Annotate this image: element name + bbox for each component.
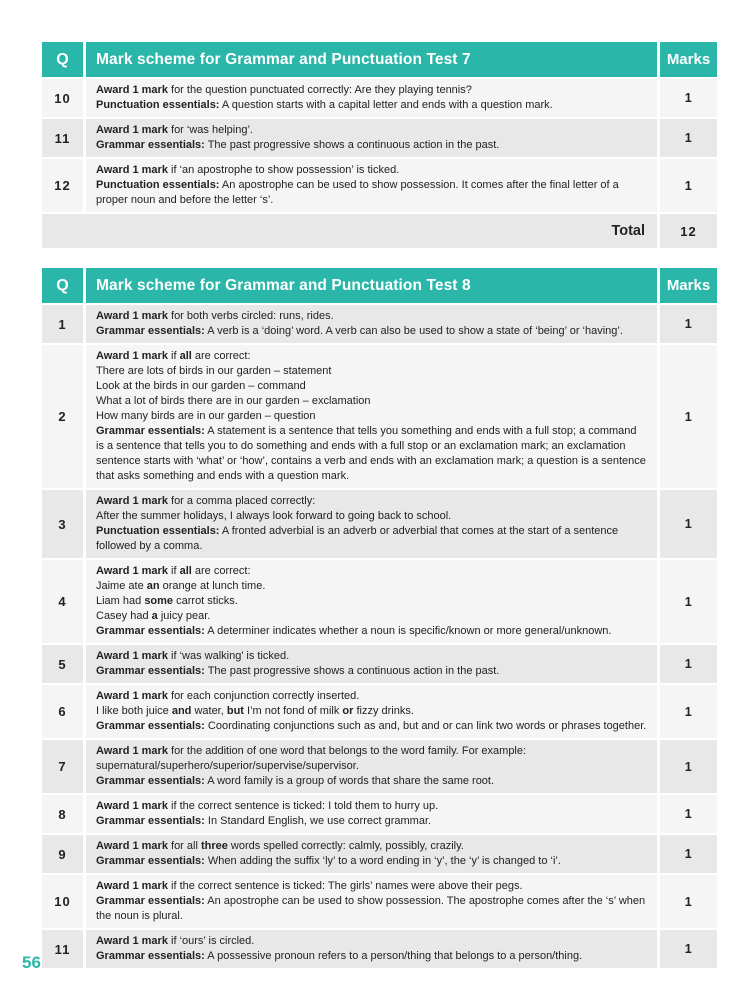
mark-scheme-page [42, 42, 717, 988]
marks-value: 1 [660, 740, 717, 793]
row-content [86, 305, 657, 343]
question-number: 4 [42, 560, 83, 643]
table-title: Mark scheme for Grammar and Punctuation Test 8 [86, 268, 657, 303]
table-header-row [42, 268, 717, 303]
content-line: I like both juice and water, but I’m not fond of milk or fizzy drinks. [96, 705, 414, 717]
total-row [42, 214, 717, 248]
mark-scheme-row [42, 345, 717, 488]
marks-value: 1 [660, 159, 717, 212]
marks-column-header: Marks [660, 42, 717, 77]
mark-scheme-row [42, 119, 717, 157]
question-number: 3 [42, 490, 83, 558]
content-line: Award 1 mark if ‘an apostrophe to show possession’ is ticked. [96, 164, 400, 176]
content-line: How many birds are in our garden – question [96, 410, 316, 422]
content-line: Award 1 mark for both verbs circled: runs, rides. [96, 310, 334, 322]
content-line: Award 1 mark for a comma placed correctly: [96, 495, 316, 507]
mark-scheme-row [42, 305, 717, 343]
row-content [86, 835, 657, 873]
content-line: Casey had a juicy pear. [96, 610, 211, 622]
mark-scheme-row [42, 875, 717, 928]
marks-value: 1 [660, 560, 717, 643]
content-line: Grammar essentials: A word family is a group of words that share the same root. [96, 775, 495, 787]
row-content [86, 795, 657, 833]
mark-scheme-row [42, 159, 717, 212]
mark-scheme-row [42, 645, 717, 683]
marks-value: 1 [660, 79, 717, 117]
total-marks-value: 12 [660, 214, 717, 248]
marks-value: 1 [660, 685, 717, 738]
content-line: Award 1 mark for all three words spelled correctly: calmly, possibly, crazily. [96, 840, 464, 852]
content-line: Award 1 mark for the question punctuated correctly: Are they playing tennis? [96, 84, 472, 96]
question-number: 9 [42, 835, 83, 873]
content-line: Award 1 mark for each conjunction correctly inserted. [96, 690, 360, 702]
marks-value: 1 [660, 305, 717, 343]
mark-scheme-row [42, 795, 717, 833]
question-number: 11 [42, 119, 83, 157]
q-column-header: Q [42, 42, 83, 77]
content-line: What a lot of birds there are in our garden – exclamation [96, 395, 371, 407]
table-title: Mark scheme for Grammar and Punctuation Test 7 [86, 42, 657, 77]
mark-scheme-row [42, 740, 717, 793]
marks-value: 1 [660, 119, 717, 157]
row-content [86, 740, 657, 793]
content-line: Look at the birds in our garden – command [96, 380, 306, 392]
marks-value: 1 [660, 835, 717, 873]
row-content [86, 490, 657, 558]
content-line: Punctuation essentials: A question starts with a capital letter and ends with a question mark. [96, 99, 553, 111]
mark-scheme-row [42, 835, 717, 873]
question-number: 8 [42, 795, 83, 833]
question-number: 10 [42, 79, 83, 117]
mark-scheme-table-test-7 [42, 42, 717, 248]
content-line: Punctuation essentials: An apostrophe can be used to show possession. It comes after the final letter of a proper noun and before the letter ‘s’. [96, 179, 619, 206]
content-line: Award 1 mark for ‘was helping’. [96, 124, 253, 136]
content-line: Grammar essentials: Coordinating conjunctions such as and, but and or can link two words or phrases together. [96, 720, 647, 732]
row-content [86, 875, 657, 928]
content-line: Award 1 mark for the addition of one word that belongs to the word family. For example: supernatural/superhero/superior/supervise/supervisor. [96, 745, 527, 772]
question-number: 5 [42, 645, 83, 683]
content-line: Award 1 mark if ‘was walking’ is ticked. [96, 650, 290, 662]
question-number: 12 [42, 159, 83, 212]
content-line: There are lots of birds in our garden – statement [96, 365, 332, 377]
marks-value: 1 [660, 490, 717, 558]
q-column-header: Q [42, 268, 83, 303]
content-line: Award 1 mark if the correct sentence is ticked: The girls’ names were above their pegs. [96, 880, 523, 892]
mark-scheme-row [42, 685, 717, 738]
mark-scheme-row [42, 79, 717, 117]
content-line: Grammar essentials: A possessive pronoun refers to a person/thing that belongs to a person/thing. [96, 950, 583, 962]
content-line: Jaime ate an orange at lunch time. [96, 580, 266, 592]
row-content [86, 119, 657, 157]
content-line: Punctuation essentials: A fronted adverbial is an adverb or adverbial that comes at the start of a sentence followed by a comma. [96, 525, 619, 552]
marks-value: 1 [660, 345, 717, 488]
content-line: Grammar essentials: A verb is a ‘doing’ word. A verb can also be used to show a state of ‘being’ or ‘having’. [96, 325, 623, 337]
question-number: 10 [42, 875, 83, 928]
content-line: Award 1 mark if all are correct: [96, 565, 251, 577]
content-line: After the summer holidays, I always look forward to going back to school. [96, 510, 452, 522]
marks-value: 1 [660, 875, 717, 928]
content-line: Liam had some carrot sticks. [96, 595, 238, 607]
row-content [86, 645, 657, 683]
content-line: Grammar essentials: A statement is a sentence that tells you something and ends with a full stop; a command is a sentence that tells you to do something and ends with a full stop or an exclamation mark; an exclamation sentence starts with ‘what’ or ‘how’, contains a verb and ends with an exclamation mark; a question is a sentence that asks something and ends with a question mark. [96, 425, 646, 482]
question-number: 11 [42, 930, 83, 968]
row-content [86, 159, 657, 212]
row-content [86, 685, 657, 738]
row-content [86, 560, 657, 643]
content-line: Grammar essentials: The past progressive shows a continuous action in the past. [96, 139, 500, 151]
content-line: Grammar essentials: The past progressive shows a continuous action in the past. [96, 665, 500, 677]
content-line: Grammar essentials: A determiner indicates whether a noun is specific/known or more general/unknown. [96, 625, 612, 637]
total-label: Total [42, 214, 657, 248]
content-line: Award 1 mark if the correct sentence is ticked: I told them to hurry up. [96, 800, 439, 812]
marks-column-header: Marks [660, 268, 717, 303]
question-number: 7 [42, 740, 83, 793]
content-line: Grammar essentials: An apostrophe can be used to show possession. The apostrophe comes after the ‘s’ when the noun is plural. [96, 895, 646, 922]
row-content [86, 345, 657, 488]
question-number: 2 [42, 345, 83, 488]
mark-scheme-row [42, 490, 717, 558]
marks-value: 1 [660, 930, 717, 968]
mark-scheme-row [42, 930, 717, 968]
content-line: Award 1 mark if all are correct: [96, 350, 251, 362]
content-line: Grammar essentials: In Standard English, we use correct grammar. [96, 815, 432, 827]
mark-scheme-table-test-8 [42, 268, 717, 968]
mark-scheme-row [42, 560, 717, 643]
question-number: 1 [42, 305, 83, 343]
row-content [86, 79, 657, 117]
row-content [86, 930, 657, 968]
question-number: 6 [42, 685, 83, 738]
content-line: Grammar essentials: When adding the suffix ‘ly’ to a word ending in ‘y’, the ‘y’ is changed to ‘i’. [96, 855, 561, 867]
content-line: Award 1 mark if ‘ours’ is circled. [96, 935, 255, 947]
marks-value: 1 [660, 645, 717, 683]
marks-value: 1 [660, 795, 717, 833]
table-header-row [42, 42, 717, 77]
page-number: 56 [22, 953, 41, 972]
